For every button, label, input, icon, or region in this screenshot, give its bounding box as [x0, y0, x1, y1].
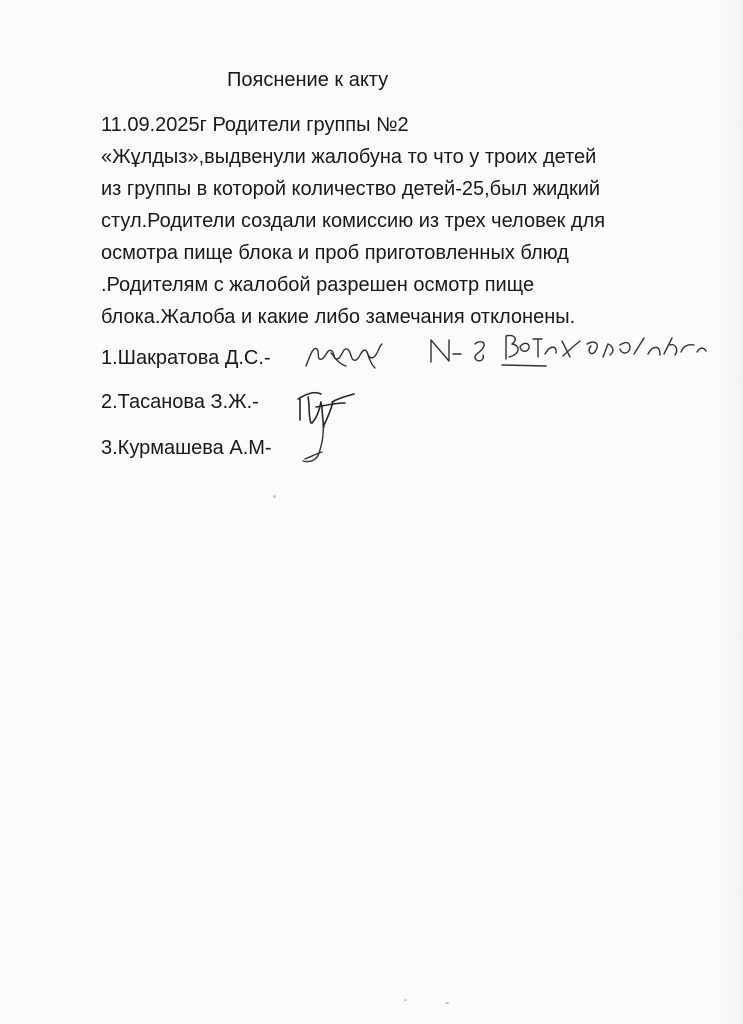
body-line-2: «Жұлдыз»,выдвенули жалобуна то что у троих детей — [101, 146, 597, 168]
body-line-6: .Родителям с жалобой разрешен осмотр пище — [101, 274, 535, 296]
signatory-3-label: 3.Курмашева А.М- — [101, 437, 272, 459]
signatory-2-label: 2.Тасанова З.Ж.- — [101, 391, 259, 413]
scan-edge-shadow — [713, 0, 743, 1024]
body-line-7: блока.Жалоба и какие либо замечания отклонены. — [101, 306, 576, 328]
signature-2-handwritten — [290, 385, 362, 433]
scan-speck — [445, 1002, 449, 1004]
body-line-3: из группы в которой количество детей-25,был жидкий — [101, 178, 601, 200]
body-line-5: осмотра пище блока и проб приготовленных блюд — [101, 242, 569, 264]
signature-3-handwritten — [295, 418, 345, 470]
scan-speck — [404, 999, 407, 1001]
document-title: Пояснение к акту — [227, 69, 389, 91]
body-line-1: 11.09.2025г Родители группы №2 — [101, 114, 409, 136]
body-line-4: стул.Родители создали комиссию из трех человек для — [101, 210, 606, 232]
signatory-1-handwritten-note — [424, 327, 712, 370]
signature-1-handwritten — [298, 336, 393, 381]
scan-speck — [273, 495, 276, 498]
signatory-1-label: 1.Шакратова Д.С.- — [101, 347, 271, 369]
